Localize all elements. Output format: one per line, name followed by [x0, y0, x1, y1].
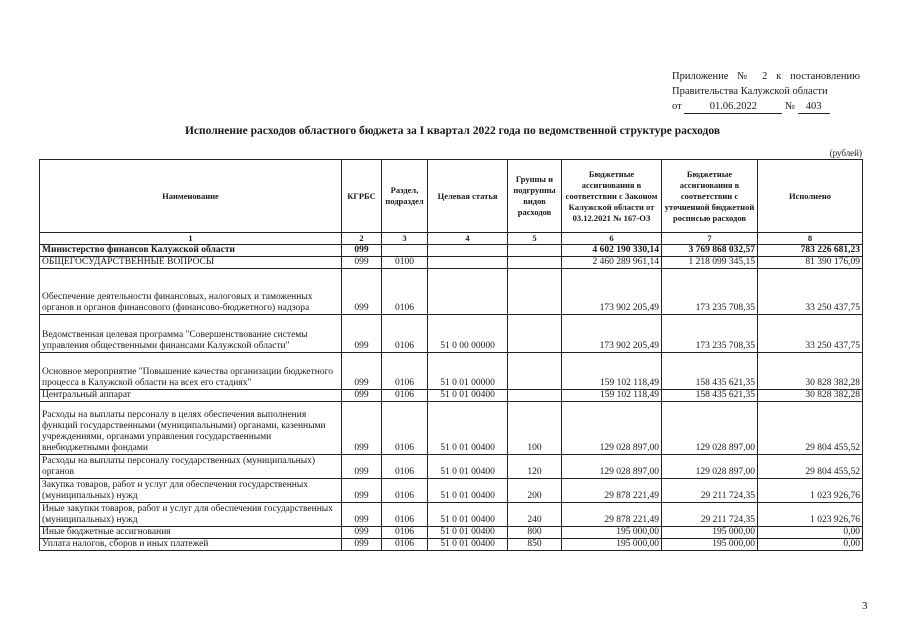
column-number: 2: [342, 233, 382, 245]
cell-refined: 129 028 897,00: [662, 455, 758, 479]
cell-refined: 173 235 708,35: [662, 269, 758, 315]
cell-name: Ведомственная целевая программа "Совершенствование системы управления общественными финансами Калужской области": [40, 315, 342, 353]
cell-name: Уплата налогов, сборов и иных платежей: [40, 539, 342, 551]
cell-target: 51 0 01 00400: [428, 390, 508, 402]
cell-target: 51 0 01 00400: [428, 539, 508, 551]
column-number: 7: [662, 233, 758, 245]
cell-executed: 81 390 176,09: [758, 257, 863, 269]
table-row: [40, 402, 863, 455]
table-row: [40, 353, 863, 390]
table-row: [40, 539, 863, 551]
cell-group: 120: [508, 455, 562, 479]
table-row: [40, 257, 863, 269]
cell-name: ОБЩЕГОСУДАРСТВЕННЫЕ ВОПРОСЫ: [40, 257, 342, 269]
cell-section: 0106: [382, 455, 428, 479]
cell-group: 100: [508, 402, 562, 455]
page-number: 3: [862, 600, 868, 612]
cell-kgrbs: 099: [342, 390, 382, 402]
cell-law: 29 878 221,49: [562, 503, 662, 527]
cell-law: 29 878 221,49: [562, 479, 662, 503]
cell-executed: 1 023 926,76: [758, 479, 863, 503]
cell-name: Иные бюджетные ассигнования: [40, 527, 342, 539]
cell-law: 129 028 897,00: [562, 402, 662, 455]
cell-section: 0106: [382, 503, 428, 527]
cell-target: 51 0 00 00000: [428, 315, 508, 353]
cell-kgrbs: 099: [342, 257, 382, 269]
cell-name: Центральный аппарат: [40, 390, 342, 402]
cell-name: Закупка товаров, работ и услуг для обеспечения государственных (муниципальных) нужд: [40, 479, 342, 503]
header-executed: Исполнено: [758, 160, 863, 233]
cell-kgrbs: 099: [342, 527, 382, 539]
cell-refined: 1 218 099 345,15: [662, 257, 758, 269]
cell-group: [508, 315, 562, 353]
appendix-number-label: №: [784, 101, 795, 112]
cell-kgrbs: 099: [342, 353, 382, 390]
cell-group: 200: [508, 479, 562, 503]
header-section: Раздел, подраздел: [382, 160, 428, 233]
cell-target: 51 0 01 00000: [428, 353, 508, 390]
cell-executed: 29 804 455,52: [758, 455, 863, 479]
column-number: 3: [382, 233, 428, 245]
header-kgrbs: КГРБС: [342, 160, 382, 233]
cell-law: 159 102 118,49: [562, 390, 662, 402]
cell-target: [428, 257, 508, 269]
table-row: [40, 245, 863, 257]
cell-law: 195 000,00: [562, 527, 662, 539]
cell-refined: 3 769 868 032,57: [662, 245, 758, 257]
appendix-number: 403: [798, 101, 830, 114]
cell-section: 0100: [382, 257, 428, 269]
cell-refined: 158 435 621,35: [662, 353, 758, 390]
cell-kgrbs: 099: [342, 269, 382, 315]
table-row: [40, 527, 863, 539]
cell-group: [508, 257, 562, 269]
cell-group: [508, 390, 562, 402]
header-target: Целевая статья: [428, 160, 508, 233]
cell-name: Расходы на выплаты персоналу в целях обеспечения выполнения функций государственными (муниципальными) органами, казенными учреждениями, органами управления государственными внебюджетными фондами: [40, 402, 342, 455]
header-name: Наименование: [40, 160, 342, 233]
expenditure-table: [39, 159, 863, 551]
cell-law: 173 902 205,49: [562, 315, 662, 353]
cell-executed: 0,00: [758, 527, 863, 539]
appendix-line-3: [672, 99, 860, 114]
column-number: 4: [428, 233, 508, 245]
column-number: 1: [40, 233, 342, 245]
cell-section: [382, 245, 428, 257]
cell-name: Обеспечение деятельности финансовых, налоговых и таможенных органов и органов финансового (финансово-бюджетного) надзора: [40, 269, 342, 315]
appendix-line-2: Правительства Калужской области: [672, 86, 828, 97]
cell-section: 0106: [382, 527, 428, 539]
cell-target: 51 0 01 00400: [428, 527, 508, 539]
cell-kgrbs: 099: [342, 455, 382, 479]
cell-executed: 33 250 437,75: [758, 269, 863, 315]
cell-section: 0106: [382, 353, 428, 390]
cell-refined: 129 028 897,00: [662, 402, 758, 455]
cell-group: [508, 269, 562, 315]
table-row: [40, 455, 863, 479]
cell-law: 173 902 205,49: [562, 269, 662, 315]
table-row: [40, 269, 863, 315]
cell-group: 800: [508, 527, 562, 539]
cell-target: 51 0 01 00400: [428, 479, 508, 503]
cell-refined: 29 211 724,35: [662, 479, 758, 503]
cell-executed: 29 804 455,52: [758, 402, 863, 455]
cell-kgrbs: 099: [342, 245, 382, 257]
cell-law: 159 102 118,49: [562, 353, 662, 390]
cell-group: 850: [508, 539, 562, 551]
cell-refined: 158 435 621,35: [662, 390, 758, 402]
cell-group: [508, 245, 562, 257]
column-number-row: [40, 233, 863, 245]
cell-law: 2 460 289 961,14: [562, 257, 662, 269]
cell-group: 240: [508, 503, 562, 527]
cell-executed: 33 250 437,75: [758, 315, 863, 353]
cell-law: 195 000,00: [562, 539, 662, 551]
cell-refined: 173 235 708,35: [662, 315, 758, 353]
column-number: 6: [562, 233, 662, 245]
cell-executed: 30 828 382,28: [758, 390, 863, 402]
cell-target: 51 0 01 00400: [428, 455, 508, 479]
cell-section: 0106: [382, 269, 428, 315]
cell-executed: 1 023 926,76: [758, 503, 863, 527]
cell-executed: 0,00: [758, 539, 863, 551]
appendix-date: 01.06.2022: [684, 101, 782, 114]
cell-kgrbs: 099: [342, 539, 382, 551]
table-row: [40, 390, 863, 402]
cell-section: 0106: [382, 315, 428, 353]
cell-kgrbs: 099: [342, 479, 382, 503]
cell-target: 51 0 01 00400: [428, 402, 508, 455]
cell-refined: 195 000,00: [662, 539, 758, 551]
cell-target: 51 0 01 00400: [428, 503, 508, 527]
cell-refined: 195 000,00: [662, 527, 758, 539]
cell-law: 4 602 190 330,14: [562, 245, 662, 257]
table-row: [40, 503, 863, 527]
cell-name: Расходы на выплаты персоналу государственных (муниципальных) органов: [40, 455, 342, 479]
unit-label: (рублей): [829, 148, 862, 158]
header-refined: Бюджетные ассигнования в соответствии с уточненной бюджетной росписью расходов: [662, 160, 758, 233]
table-header-row: [40, 160, 863, 233]
cell-name: Министерство финансов Калужской области: [40, 245, 342, 257]
cell-executed: 783 226 681,23: [758, 245, 863, 257]
cell-refined: 29 211 724,35: [662, 503, 758, 527]
cell-section: 0106: [382, 479, 428, 503]
table-row: [40, 315, 863, 353]
cell-target: [428, 245, 508, 257]
cell-executed: 30 828 382,28: [758, 353, 863, 390]
column-number: 8: [758, 233, 863, 245]
header-law: Бюджетные ассигнования в соответствии с Законом Калужской области от 03.12.2021 № 167-ОЗ: [562, 160, 662, 233]
cell-name: Основное мероприятие "Повышение качества организации бюджетного процесса в Калужской области на всех его стадиях": [40, 353, 342, 390]
cell-target: [428, 269, 508, 315]
table-row: [40, 479, 863, 503]
header-groups: Группы и подгруппы видов расходов: [508, 160, 562, 233]
cell-section: 0106: [382, 390, 428, 402]
cell-section: 0106: [382, 539, 428, 551]
appendix-from-label: от: [672, 101, 682, 112]
column-number: 5: [508, 233, 562, 245]
cell-law: 129 028 897,00: [562, 455, 662, 479]
appendix-block: [672, 69, 860, 114]
cell-name: Иные закупки товаров, работ и услуг для обеспечения государственных (муниципальных) нужд: [40, 503, 342, 527]
cell-group: [508, 353, 562, 390]
cell-kgrbs: 099: [342, 402, 382, 455]
document-title: Исполнение расходов областного бюджета за I квартал 2022 года по ведомственной структуре расходов: [184, 125, 721, 137]
appendix-line-1: Приложение № 2 к постановлению: [672, 71, 860, 82]
cell-kgrbs: 099: [342, 503, 382, 527]
cell-kgrbs: 099: [342, 315, 382, 353]
cell-section: 0106: [382, 402, 428, 455]
